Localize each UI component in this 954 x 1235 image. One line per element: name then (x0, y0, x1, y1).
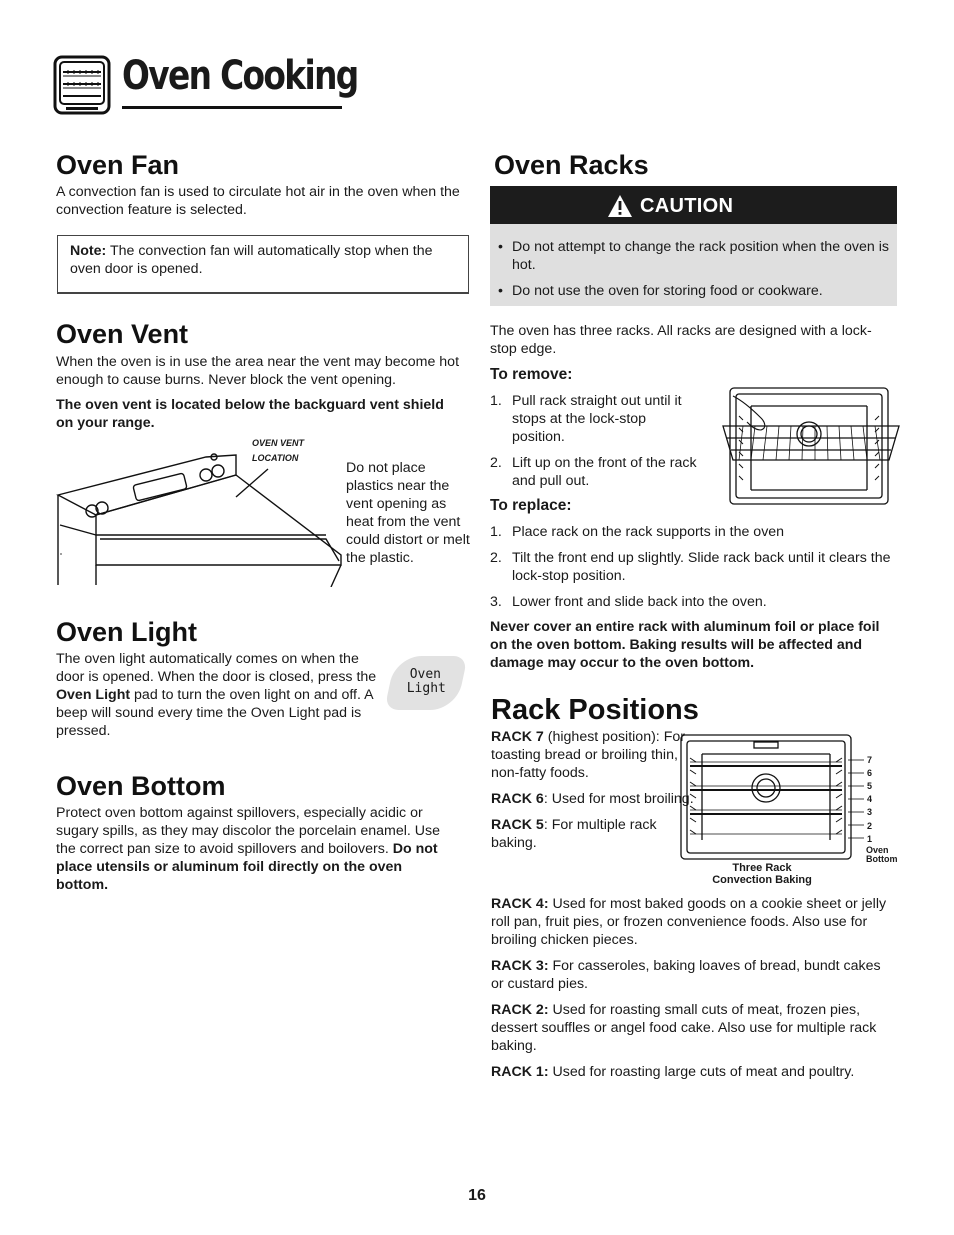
range-illustration (56, 435, 346, 587)
oven-bottom-heading: Oven Bottom (56, 771, 226, 801)
step-number: 2. (490, 455, 502, 471)
list-item (490, 454, 702, 490)
list-item (490, 549, 895, 585)
rack-level-6: 6 (867, 768, 873, 778)
step-text: Tilt the front end up slightly. Slide rack back until it clears the lock-stop position. (512, 550, 891, 584)
rack-text: (highest position): For toasting bread or broiling thin, non-fatty foods. (491, 729, 685, 781)
oven-fan-note (57, 235, 469, 294)
rack-label: RACK 5 (491, 817, 544, 833)
vent-label-2: LOCATION (252, 453, 299, 463)
oven-racks-heading: Oven Racks (494, 150, 649, 180)
rack-label: RACK 3: (491, 958, 549, 974)
rack-label: RACK 4: (491, 896, 549, 912)
rack-label: RACK 6 (491, 791, 544, 807)
rack-item (491, 957, 896, 993)
oven-light-text-2: pad to turn the oven light on and off. A beep will sound every time the Oven Light pad is pressed. (56, 687, 373, 739)
page-title: Oven Cooking (122, 53, 358, 99)
rack-list-top (491, 728, 701, 860)
caution-item: • Do not attempt to change the rack position when the oven is hot. (498, 239, 889, 273)
rack-item (491, 895, 896, 949)
rack-level-4: 4 (867, 794, 873, 804)
foil-warning: Never cover an entire rack with aluminum foil or place foil on the oven bottom. Baking results will be affected and damage may occur to the oven bottom. (490, 619, 880, 671)
oven-vent-figure (56, 435, 346, 587)
oven-bottom-label-1: Oven (866, 845, 889, 855)
rack-level-1: 1 (867, 834, 873, 844)
note-label: Note: (70, 243, 107, 259)
rack-list-bottom (491, 895, 896, 1089)
oven-vent-heading: Oven Vent (56, 319, 189, 349)
oven-vent-text: When the oven is in use the area near the vent may become hot enough to cause burns. Never block the vent opening. (56, 354, 460, 388)
rack-text: Used for roasting large cuts of meat and poultry. (548, 1064, 855, 1080)
oven-bottom-text-1: Protect oven bottom against spillovers, especially acidic or sugary spills, as they may discolor the porcelain enamel. Use the correct pan size to avoid spillovers and boilovers. (56, 805, 441, 857)
step-text: Pull rack straight out until it stops at the lock-stop position. (512, 393, 682, 445)
rack-item (491, 1063, 896, 1081)
warning-icon (607, 194, 633, 218)
rack-positions-heading: Rack Positions (491, 694, 699, 726)
rack-text: : Used for most broiling. (543, 791, 694, 807)
caution-item-text: Do not use the oven for storing food or cookware. (512, 283, 823, 299)
rack-text: Used for roasting small cuts of meat, frozen pies, dessert souffles or angel food cake. Also use for multiple rack baking. (491, 1002, 877, 1054)
list-item (490, 523, 895, 541)
step-text: Lift up on the front of the rack and pull out. (512, 455, 697, 489)
list-item (490, 392, 702, 446)
caution-label: CAUTION (640, 195, 734, 217)
oven-light-text-1: The oven light automatically comes on when the door is opened. When the door is closed, press the (56, 651, 377, 685)
oven-cavity-illustration (680, 734, 852, 860)
oven-vent-side-text: Do not place plastics near the vent opening as heat from the vent could distort or melt the plastic. (346, 460, 470, 566)
caution-bar (490, 186, 897, 224)
pad-label-2: Light (406, 681, 446, 696)
caution-item: • Do not use the oven for storing food or cookware. (498, 283, 823, 299)
rack-text: For casseroles, baking loaves of bread, bundt cakes or custard pies. (491, 958, 881, 992)
to-replace-heading: To replace: (490, 497, 572, 514)
oven-light-text (56, 650, 386, 740)
pad-label-1: Oven (409, 667, 442, 682)
step-text: Lower front and slide back into the oven. (512, 594, 767, 610)
oven-fan-heading: Oven Fan (56, 150, 180, 180)
rack-label: RACK 2: (491, 1002, 549, 1018)
rack-item (491, 816, 701, 852)
rack-level-2: 2 (867, 821, 873, 831)
rack-removal-illustration (721, 386, 901, 506)
oven-light-pad[interactable] (384, 656, 467, 710)
oven-racks-intro: The oven has three racks. All racks are designed with a lock-stop edge. (490, 323, 872, 357)
rack-text: : For multiple rack baking. (491, 817, 657, 851)
rack-item (491, 728, 701, 782)
step-number: 2. (490, 550, 502, 566)
vent-label-1: OVEN VENT (252, 438, 305, 448)
caution-body (490, 224, 897, 306)
rack-positions-figure (680, 734, 904, 890)
note-text: The convection fan will automatically stop when the oven door is opened. (70, 243, 433, 277)
step-text: Place rack on the rack supports in the oven (512, 524, 785, 540)
rack-label: RACK 1: (491, 1064, 549, 1080)
to-remove-heading: To remove: (490, 366, 573, 383)
title-underline (122, 106, 342, 109)
rack-item (491, 790, 701, 808)
step-number: 3. (490, 594, 502, 610)
rack-label: RACK 7 (491, 729, 544, 745)
step-number: 1. (490, 524, 502, 540)
oven-icon (52, 54, 112, 116)
oven-light-text-bold: Oven Light (56, 687, 131, 703)
oven-bottom-text (56, 804, 458, 894)
oven-bottom-text-bold: Do not place utensils or aluminum foil directly on the oven bottom. (56, 841, 438, 893)
rack-level-5: 5 (867, 781, 873, 791)
list-item (490, 593, 895, 611)
figure-caption-2: Convection Baking (712, 874, 812, 886)
rack-item (491, 1001, 896, 1055)
rack-level-7: 7 (867, 755, 873, 765)
rack-level-3: 3 (867, 807, 873, 817)
rack-level-leaders (848, 734, 868, 860)
caution-item-text: Do not attempt to change the rack position when the oven is hot. (512, 239, 889, 273)
rack-text: Used for most baked goods on a cookie sheet or jelly roll pan, fruit pies, or frozen convenience foods. Also use for broiling chicken pieces. (491, 896, 887, 948)
remove-steps (490, 392, 702, 498)
replace-steps (490, 523, 895, 619)
oven-light-heading: Oven Light (56, 617, 197, 647)
page-number: 16 (468, 1187, 486, 1204)
header (52, 52, 358, 114)
oven-fan-text: A convection fan is used to circulate hot air in the oven when the convection feature is selected. (56, 184, 460, 218)
figure-caption-1: Three Rack (732, 862, 792, 874)
oven-vent-bold-note: The oven vent is located below the backguard vent shield on your range. (56, 397, 444, 431)
oven-bottom-label-2: Bottom (866, 854, 898, 864)
step-number: 1. (490, 393, 502, 409)
